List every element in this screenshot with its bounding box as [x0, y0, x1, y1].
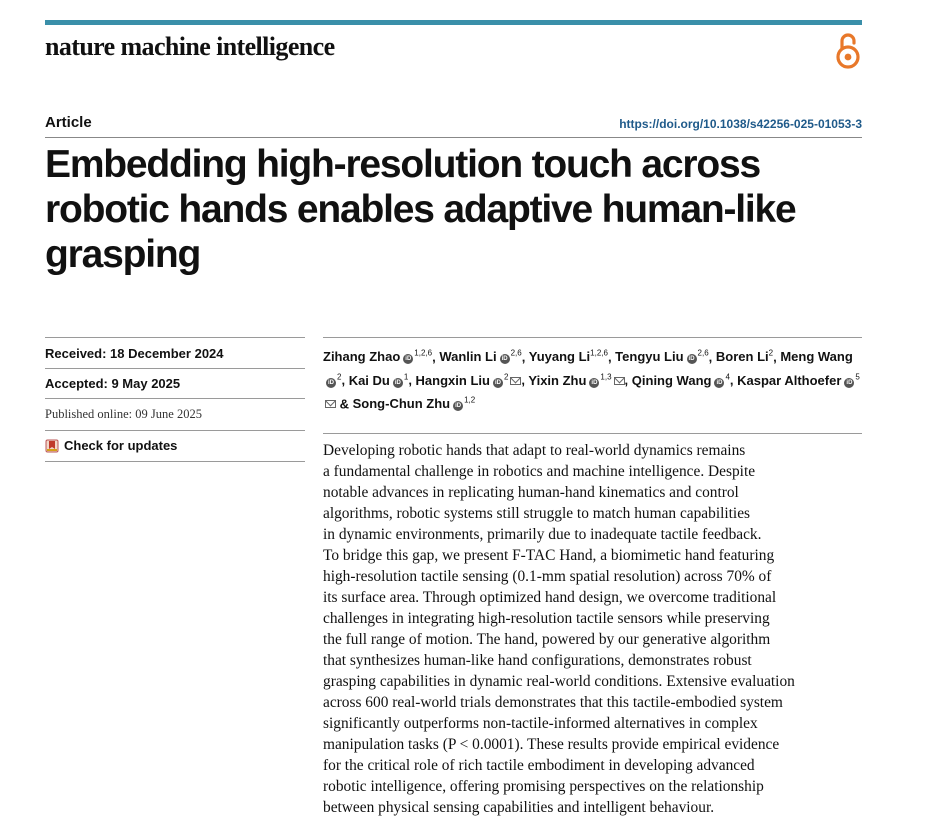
abstract-line: Developing robotic hands that adapt to real-world dynamics remains	[323, 442, 746, 459]
open-access-lock-icon	[833, 30, 863, 70]
divider	[45, 137, 862, 138]
doi-link[interactable]: https://doi.org/10.1038/s42256-025-01053-3	[619, 117, 862, 131]
published-date: Published online: 09 June 2025	[45, 407, 202, 421]
journal-name[interactable]: nature machine intelligence	[45, 32, 335, 61]
title-line: robotic hands enables adaptive human-like	[45, 188, 796, 231]
author-name: Tengyu Liu	[615, 349, 684, 365]
author-name: Boren Li	[715, 349, 769, 365]
divider	[45, 368, 305, 369]
author-name: Zihang Zhao	[323, 349, 401, 365]
author[interactable]	[439, 349, 521, 364]
article-type: Article	[45, 114, 92, 131]
author-separator: ,	[624, 372, 632, 388]
affiliation-number: 2	[768, 349, 774, 358]
abstract-line: robotic intelligence, offering promising perspectives on the relationship	[323, 778, 764, 795]
title-line: grasping	[45, 233, 201, 276]
check-for-updates-button[interactable]	[45, 438, 177, 453]
abstract-line: a fundamental challenge in robotics and machine intelligence. Despite	[323, 463, 756, 480]
author[interactable]	[528, 373, 624, 388]
affiliation-number: 1	[403, 372, 409, 382]
abstract-line: its surface area. Through optimized hand design, we overcome traditional	[323, 589, 777, 606]
abstract-line: algorithms, robotic systems still struggle to match human capabilities	[323, 505, 751, 522]
affiliation-number: 1,2,6	[414, 349, 433, 358]
orcid-icon[interactable]: iD	[591, 379, 598, 386]
divider	[45, 461, 305, 462]
affiliation-number: 1,3	[600, 372, 612, 382]
abstract-line: grasping capabilities in dynamic real-world conditions. Extensive evaluation	[323, 673, 795, 690]
divider	[323, 337, 862, 338]
received-date: Received: 18 December 2024	[45, 346, 224, 361]
orcid-icon[interactable]: iD	[494, 379, 501, 386]
author[interactable]	[323, 349, 432, 364]
affiliation-number: 2	[337, 372, 342, 382]
abstract-line: manipulation tasks (P < 0.0001). These results provide empirical evidence	[323, 736, 780, 753]
orcid-icon[interactable]: iD	[846, 379, 853, 386]
title-line: Embedding high-resolution touch across	[45, 143, 760, 186]
author[interactable]	[353, 396, 476, 411]
abstract-line: across 600 real-world trials demonstrates that this tactile-embodied system	[323, 694, 783, 711]
abstract-line: challenges in integrating high-resolution tactile sensors while preserving	[323, 610, 770, 627]
abstract-line: for the critical role of rich tactile embodiment in developing advanced	[323, 757, 755, 774]
author-separator: ,	[341, 372, 349, 388]
article-title	[45, 142, 845, 277]
orcid-icon[interactable]: iD	[716, 379, 723, 386]
affiliation-number: 5	[855, 372, 860, 382]
abstract-line: high-resolution tactile sensing (0.1-mm spatial resolution) across 70% of	[323, 568, 772, 585]
author-separator: ,	[607, 349, 616, 365]
orcid-icon[interactable]: iD	[501, 356, 508, 363]
author-separator: ,	[729, 372, 738, 388]
accepted-date: Accepted: 9 May 2025	[45, 376, 181, 391]
email-envelope-icon[interactable]	[614, 377, 625, 385]
author-name: Hangxin Liu	[415, 372, 490, 388]
affiliation-number: 2,6	[510, 349, 522, 358]
abstract-line: that synthesizes human-like hand configurations, demonstrates robust	[323, 652, 752, 669]
abstract-line: To bridge this gap, we present F-TAC Hand, a biomimetic hand featuring	[323, 547, 775, 564]
divider	[45, 398, 305, 399]
orcid-icon[interactable]: iD	[394, 379, 401, 386]
author-name: Song-Chun Zhu	[352, 395, 451, 411]
author-separator: ,	[773, 349, 781, 365]
abstract-line: significantly outperforms non-tactile-informed alternatives in complex	[323, 715, 758, 732]
orcid-icon[interactable]: iD	[688, 356, 695, 363]
email-envelope-icon[interactable]	[325, 400, 336, 408]
author[interactable]	[615, 349, 709, 364]
author[interactable]	[529, 349, 608, 364]
author-name: Qining Wang	[631, 372, 712, 388]
author-name: Kaspar Althoefer	[737, 372, 842, 388]
author-name: Yuyang Li	[528, 349, 591, 365]
orcid-icon[interactable]: iD	[328, 379, 334, 386]
email-envelope-icon[interactable]	[510, 377, 521, 385]
affiliation-number: 4	[725, 372, 730, 382]
affiliation-number: 2	[503, 372, 509, 382]
author[interactable]	[349, 373, 409, 388]
author[interactable]	[716, 349, 773, 364]
author[interactable]	[416, 373, 522, 388]
abstract-line: in dynamic environments, primarily due to inadequate tactile feedback.	[323, 526, 762, 543]
abstract-line: the full range of motion. The hand, powered by our generative algorithm	[323, 631, 771, 648]
author[interactable]	[632, 373, 730, 388]
author-separator: &	[336, 395, 353, 411]
affiliation-number: 1,2,6	[590, 349, 608, 358]
divider	[323, 433, 862, 434]
orcid-icon[interactable]: iD	[405, 356, 412, 363]
abstract-line: between physical sensing capabilities and intelligent behaviour.	[323, 799, 715, 816]
author-name: Yixin Zhu	[528, 372, 587, 388]
author-name: Kai Du	[348, 372, 390, 388]
divider	[45, 430, 305, 431]
orcid-icon[interactable]: iD	[455, 402, 462, 409]
author-list	[323, 344, 863, 414]
author-name: Wanlin Li	[439, 349, 497, 365]
author-separator: ,	[521, 349, 529, 365]
abstract-line: notable advances in replicating human-hand kinematics and control	[323, 484, 739, 501]
affiliation-number: 2,6	[697, 349, 709, 358]
journal-accent-bar	[45, 20, 862, 25]
crossmark-icon	[45, 439, 59, 453]
abstract	[323, 440, 868, 818]
check-for-updates-label: Check for updates	[64, 438, 178, 453]
author-separator: ,	[408, 372, 416, 388]
divider	[45, 337, 305, 338]
author-separator: ,	[521, 372, 529, 388]
author-name: Meng Wang	[780, 349, 853, 365]
affiliation-number: 1,2	[464, 395, 476, 405]
author-separator: ,	[708, 349, 716, 365]
author-separator: ,	[432, 349, 440, 365]
